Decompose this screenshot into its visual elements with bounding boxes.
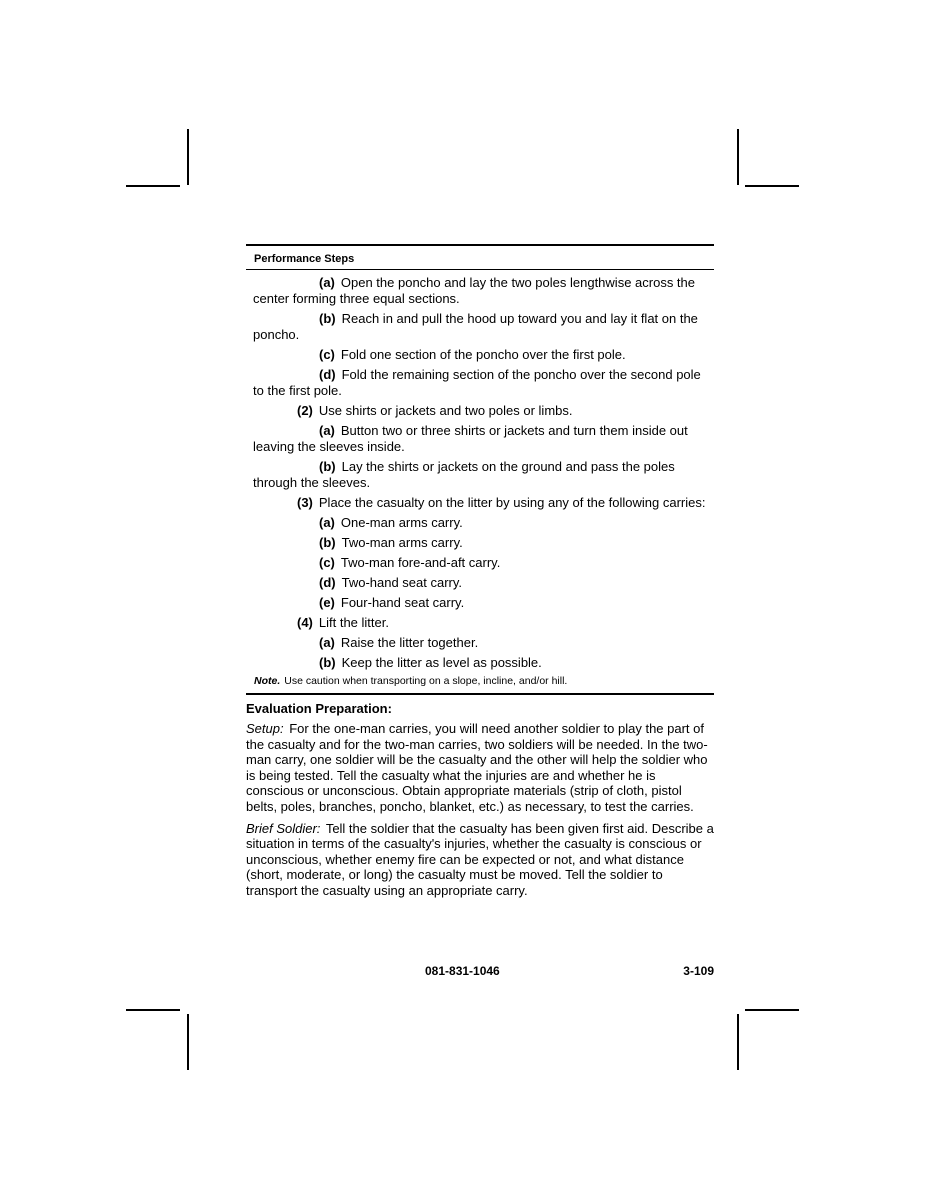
step-label: (2) bbox=[297, 403, 313, 418]
setup-text: For the one-man carries, you will need another soldier to play the part of the casualty and for the two-man carries, two soldiers will be needed. In the two-man carry, one soldier will be the casualty and the other will help the soldier who is being tested. Tell the casualty what the injuries are and whether he is conscious or unconscious. Obtain appropriate materials (strip of cloth, pistol belts, poles, branches, poncho, blanket, etc.) as necessary, to test the carries. bbox=[246, 721, 708, 814]
step-label: (b) bbox=[319, 655, 336, 670]
step-text: Lay the shirts or jackets on the ground and pass the poles through the sleeves. bbox=[253, 459, 675, 490]
step-label: (b) bbox=[319, 311, 336, 326]
step-text: Reach in and pull the hood up toward you and lay it flat on the poncho. bbox=[253, 311, 698, 342]
section-rule bbox=[246, 693, 714, 695]
step-text: Button two or three shirts or jackets and turn them inside out leaving the sleeves inside. bbox=[253, 423, 688, 454]
step-label: (a) bbox=[319, 515, 335, 530]
step-text: Fold one section of the poncho over the first pole. bbox=[340, 347, 626, 362]
performance-steps-header: Performance Steps bbox=[254, 253, 355, 265]
step-item bbox=[253, 515, 714, 531]
step-item bbox=[253, 459, 714, 491]
step-text: Lift the litter. bbox=[318, 615, 389, 630]
step-item bbox=[253, 311, 714, 343]
step-label: (c) bbox=[319, 555, 335, 570]
step-label: (a) bbox=[319, 275, 335, 290]
step-text: Place the casualty on the litter by using any of the following carries: bbox=[318, 495, 706, 510]
step-label: (d) bbox=[319, 367, 336, 382]
step-label: (c) bbox=[319, 347, 335, 362]
brief-soldier-text: Tell the soldier that the casualty has been given first aid. Describe a situation in terms of the casualty's injuries, whether the casualty is conscious or unconscious, whether enemy fire can be expected or not, and what distance (short, moderate, or long) the casualty must be moved. Tell the soldier to transport the casualty using an appropriate carry. bbox=[246, 820, 714, 898]
footer-page-number: 3-109 bbox=[683, 964, 714, 978]
note bbox=[246, 675, 714, 687]
step-text: Two-man arms carry. bbox=[341, 535, 463, 550]
brief-soldier-label: Brief Soldier: bbox=[246, 820, 321, 836]
evaluation-title: Evaluation Preparation: bbox=[246, 701, 392, 716]
step-text: Raise the litter together. bbox=[340, 635, 479, 650]
step-item bbox=[253, 275, 714, 307]
step-item bbox=[253, 495, 714, 511]
crop-mark-top-left-vertical bbox=[187, 129, 189, 185]
setup-label: Setup: bbox=[246, 721, 284, 736]
crop-mark-bottom-left-vertical bbox=[187, 1014, 189, 1070]
step-label: (3) bbox=[297, 495, 313, 510]
step-text: Open the poncho and lay the two poles lengthwise across the center forming three equal sections. bbox=[253, 275, 696, 306]
step-item bbox=[253, 615, 714, 631]
crop-mark-top-left-horizontal bbox=[126, 185, 180, 187]
step-text: One-man arms carry. bbox=[340, 515, 463, 530]
crop-mark-bottom-left-horizontal bbox=[126, 1009, 180, 1011]
step-text: Two-man fore-and-aft carry. bbox=[340, 555, 501, 570]
crop-mark-bottom-right-vertical bbox=[737, 1014, 739, 1070]
footer-doc-code: 081-831-1046 bbox=[425, 964, 500, 978]
note-label: Note. bbox=[254, 675, 281, 687]
step-item bbox=[253, 347, 714, 363]
step-label: (d) bbox=[319, 575, 336, 590]
crop-mark-top-right-horizontal bbox=[745, 185, 799, 187]
step-text: Fold the remaining section of the poncho over the second pole to the first pole. bbox=[253, 367, 701, 398]
step-label: (e) bbox=[319, 595, 335, 610]
page-content bbox=[246, 244, 714, 905]
brief-soldier-paragraph bbox=[246, 821, 714, 899]
step-label: (a) bbox=[319, 423, 335, 438]
step-item bbox=[253, 535, 714, 551]
step-label: (b) bbox=[319, 459, 336, 474]
step-item bbox=[253, 403, 714, 419]
step-item bbox=[253, 555, 714, 571]
note-text: Use caution when transporting on a slope, incline, and/or hill. bbox=[284, 675, 568, 687]
step-item bbox=[253, 367, 714, 399]
step-label: (b) bbox=[319, 535, 336, 550]
setup-paragraph bbox=[246, 721, 714, 815]
step-item bbox=[253, 635, 714, 651]
step-item bbox=[253, 595, 714, 611]
performance-steps bbox=[246, 270, 714, 671]
step-text: Four-hand seat carry. bbox=[340, 595, 465, 610]
step-text: Keep the litter as level as possible. bbox=[341, 655, 542, 670]
crop-mark-bottom-right-horizontal bbox=[745, 1009, 799, 1011]
step-label: (4) bbox=[297, 615, 313, 630]
step-text: Two-hand seat carry. bbox=[341, 575, 463, 590]
step-label: (a) bbox=[319, 635, 335, 650]
step-item bbox=[253, 655, 714, 671]
crop-mark-top-right-vertical bbox=[737, 129, 739, 185]
step-text: Use shirts or jackets and two poles or limbs. bbox=[318, 403, 573, 418]
step-item bbox=[253, 575, 714, 591]
step-item bbox=[253, 423, 714, 455]
